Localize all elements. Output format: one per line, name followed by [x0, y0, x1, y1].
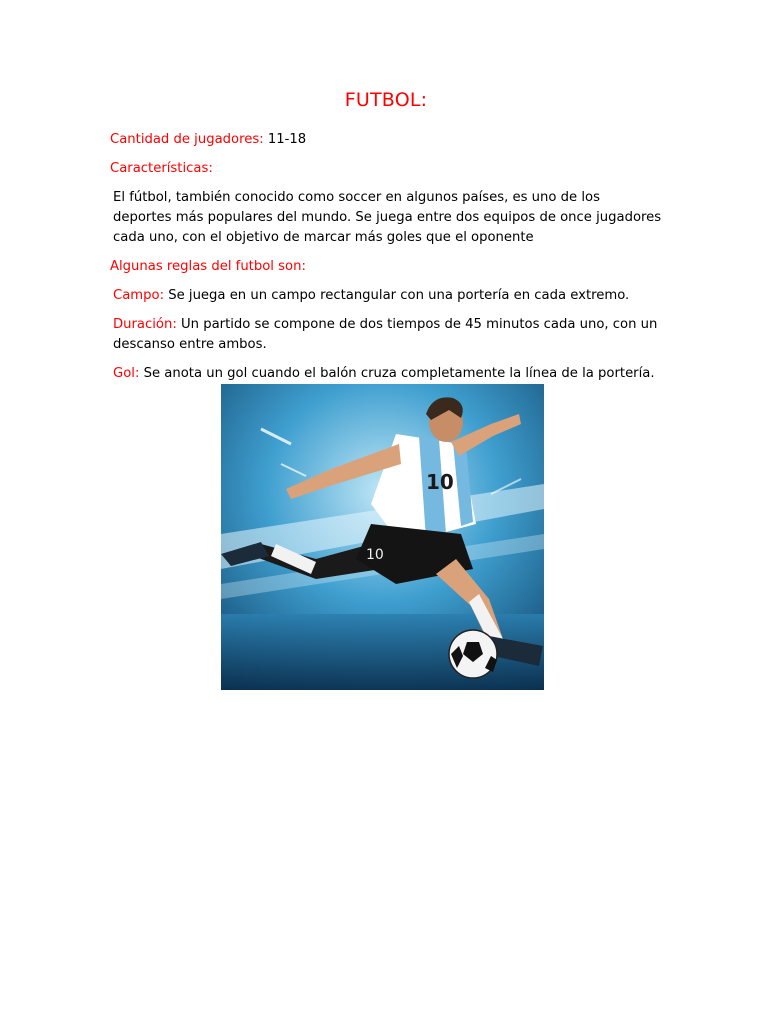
jersey-number: 10	[426, 470, 454, 494]
page-title: FUTBOL:	[344, 89, 428, 111]
players-value: 11-18	[267, 132, 307, 147]
shorts-number: 10	[366, 547, 384, 563]
rule-label: Duración:	[113, 317, 177, 332]
rule-text: Se anota un gol cuando el balón cruza completamente la línea de la portería.	[143, 366, 655, 381]
players-label: Cantidad de jugadores:	[110, 132, 264, 147]
rules-heading: Algunas reglas del futbol son:	[110, 259, 306, 274]
soccer-player-illustration	[221, 384, 544, 690]
rule-duracion	[110, 315, 662, 355]
rule-label: Campo:	[113, 288, 165, 303]
characteristics-heading: Características:	[110, 161, 213, 176]
rule-gol	[110, 364, 662, 384]
characteristics-text: El fútbol, también conocido como soccer en algunos países, es uno de los deportes más populares del mundo. Se juega entre dos equipos de once jugadores cada uno, con el objetivo de marcar más goles que el oponente	[113, 190, 662, 245]
rule-campo	[110, 286, 662, 306]
players-line	[110, 130, 662, 150]
rule-text: Se juega en un campo rectangular con una portería en cada extremo.	[168, 288, 630, 303]
document-body	[110, 86, 662, 393]
rule-label: Gol:	[113, 366, 140, 381]
rule-text: Un partido se compone de dos tiempos de 45 minutos cada uno, con un descanso entre ambos.	[113, 317, 658, 352]
